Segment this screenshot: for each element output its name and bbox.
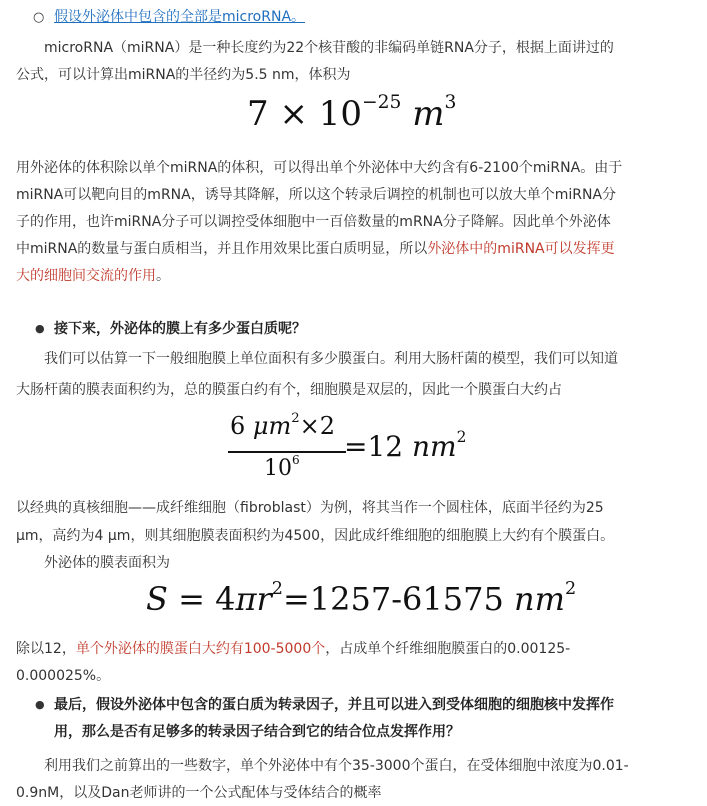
- fraction-bar: [228, 451, 346, 453]
- paragraph-line: 子的作用，也许miRNA分子可以调控受体细胞中一百倍数量的mRNA分子降解。因此单个外泌体: [16, 214, 611, 230]
- paragraph-line: 大肠杆菌的膜表面积约为，总的膜蛋白约有个，细胞膜是双层的，因此一个膜蛋白大约占: [16, 382, 562, 398]
- paragraph-line: 0.9nM，以及Dan老师讲的一个公式配体与受体结合的概率: [16, 785, 382, 801]
- plain-text: 。: [156, 268, 170, 284]
- paragraph-line: 用外泌体的体积除以单个miRNA的体积，可以得出单个外泌体中大约含有6-2100个miRNA。由于: [16, 160, 623, 176]
- highlight-text: 单个外泌体的膜蛋白大约有100-5000个: [75, 641, 326, 657]
- paragraph-line: 我们可以估算一下一般细胞膜上单位面积有多少膜蛋白。利用大肠杆菌的模型，我们可以知道: [44, 351, 618, 367]
- paragraph-line: microRNA（miRNA）是一种长度约为22个核苷酸的非编码单链RNA分子，根据上面讲过的: [44, 40, 614, 56]
- highlight-text: 外泌体中的miRNA可以发挥更: [427, 241, 615, 257]
- section-link[interactable]: 假设外泌体中包含的全部是microRNA。: [54, 9, 306, 25]
- paragraph-line: 0.000025%。: [16, 668, 111, 684]
- plain-text: 除以12，: [16, 641, 76, 657]
- paragraph-line: 利用我们之前算出的一些数字，单个外泌体中有个35-3000个蛋白，在受体细胞中浓度为0.01-: [44, 758, 629, 774]
- plain-text: 中miRNA的数量与蛋白质相当，并且作用效果比蛋白质明显，所以: [16, 241, 428, 257]
- plain-text: ，占成单个纤维细胞膜蛋白的0.00125-: [325, 641, 571, 657]
- equation-membrane-protein-area: 6 $\mu m^2\times 2$ $10^6$ =12 $nm^2$: [230, 411, 467, 481]
- bullet-icon: ●: [35, 322, 45, 335]
- paragraph-line: 以经典的真核细胞——成纤维细胞（fibroblast）为例，将其当作一个圆柱体，底面半径约为25: [16, 500, 604, 516]
- highlight-text: 大的细胞间交流的作用: [16, 268, 156, 284]
- paragraph-line: [16, 239, 615, 259]
- paragraph-line: 公式，可以计算出miRNA的半径约为5.5 nm，体积为: [16, 67, 351, 83]
- bullet-icon: ●: [35, 698, 45, 711]
- paragraph-line: miRNA可以靶向目的mRNA，诱导其降解，所以这个转录后调控的机制也可以放大单个miRNA分: [16, 187, 617, 203]
- bullet-heading: 最后，假设外泌体中包含的蛋白质为转录因子，并且可以进入到受体细胞的细胞核中发挥作: [54, 697, 614, 713]
- paragraph-line: μm，高约为4 μm，则其细胞膜表面积约为4500，因此成纤维细胞的细胞膜上大约有个膜蛋白。: [16, 528, 615, 544]
- bullet-heading: 用，那么是否有足够多的转录因子结合到它的结合位点发挥作用？: [54, 724, 460, 740]
- paragraph-line: 外泌体的膜表面积为: [44, 555, 170, 571]
- hollow-bullet-icon: ○: [33, 10, 45, 25]
- equation-mirna-volume: $7 \times 10^{-25}$ $m^3$: [247, 92, 457, 134]
- equation-exosome-surface-area: $S = 4\pi r^2=1257-61575$ $nm^2$: [146, 579, 577, 618]
- bullet-heading: 接下来，外泌体的膜上有多少蛋白质呢？: [54, 321, 306, 337]
- paragraph-line: [16, 639, 570, 659]
- paragraph-line: [16, 266, 170, 286]
